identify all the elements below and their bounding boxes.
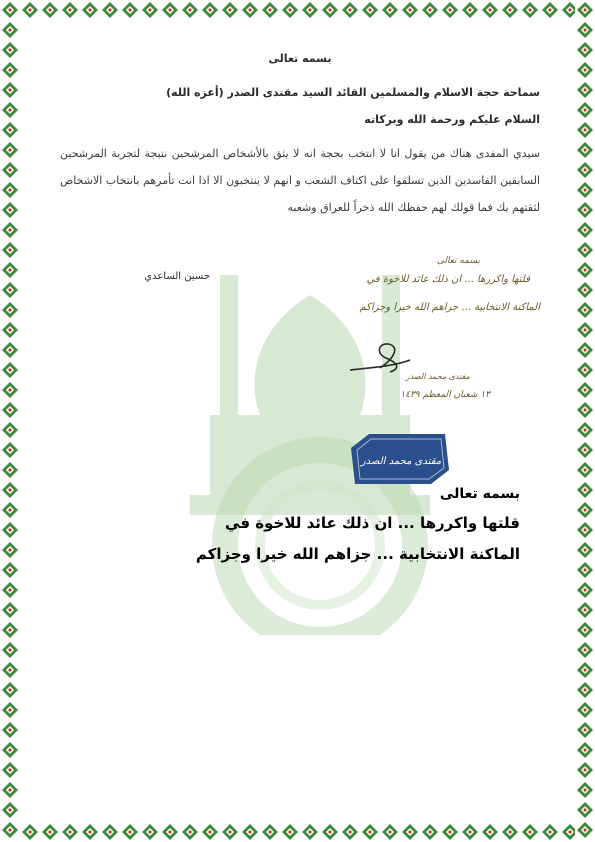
decorative-border-top xyxy=(0,0,595,20)
letter-greeting: السلام عليكم ورحمة الله وبركاته xyxy=(364,113,540,126)
transcription-heading: بسمه تعالى xyxy=(439,486,520,502)
handwritten-line: قلتها واكررها ... ان ذلك عائد للاخوة في xyxy=(366,274,530,285)
handwritten-line: بسمه تعالى xyxy=(436,256,480,266)
signature-name: مقتدى محمد الصدر xyxy=(405,372,470,381)
decorative-border-bottom xyxy=(0,822,595,842)
letter-body: سيدي المفدى هناك من يقول انا لا انتخب بحجة انه لا يثق بالأشخاص المرشحين نتيجة لتجربة المرشحين السابقين الفاسدين الذين تسلقوا على اكتاف الشعب و انهم لا ينتخبون الا اذا انت تأمرهم بانتخاب الاشخاص لثقتهم بك فما قولك لهم حفظك الله ذخراً للعراق وشعبه xyxy=(60,147,540,214)
decorative-border-left xyxy=(0,0,20,842)
decorative-border-right xyxy=(575,0,595,842)
letter-addressee: سماحة حجة الاسلام والمسلمين القائد السيد مقتدى الصدر (أعزه الله) xyxy=(166,86,540,99)
signature-date: ١٣ شعبان المعظم ١٤٣٩ xyxy=(400,390,490,400)
official-seal xyxy=(345,430,455,488)
transcription-line: قلتها واكررها ... ان ذلك عائد للاخوة في xyxy=(225,514,520,532)
handwritten-line: الماكنة الانتخابية ... جزاهم الله خيرا وجزاكم xyxy=(359,302,540,313)
letter-heading: بسمه تعالى xyxy=(268,52,332,65)
handwritten-reply xyxy=(270,250,550,440)
transcription-line: الماكنة الانتخابية ... جزاهم الله خيرا وجزاكم xyxy=(195,545,520,563)
seal-text: مقتدى محمد الصدر xyxy=(360,456,442,467)
letter-sender: حسين الساعدي xyxy=(144,271,210,282)
